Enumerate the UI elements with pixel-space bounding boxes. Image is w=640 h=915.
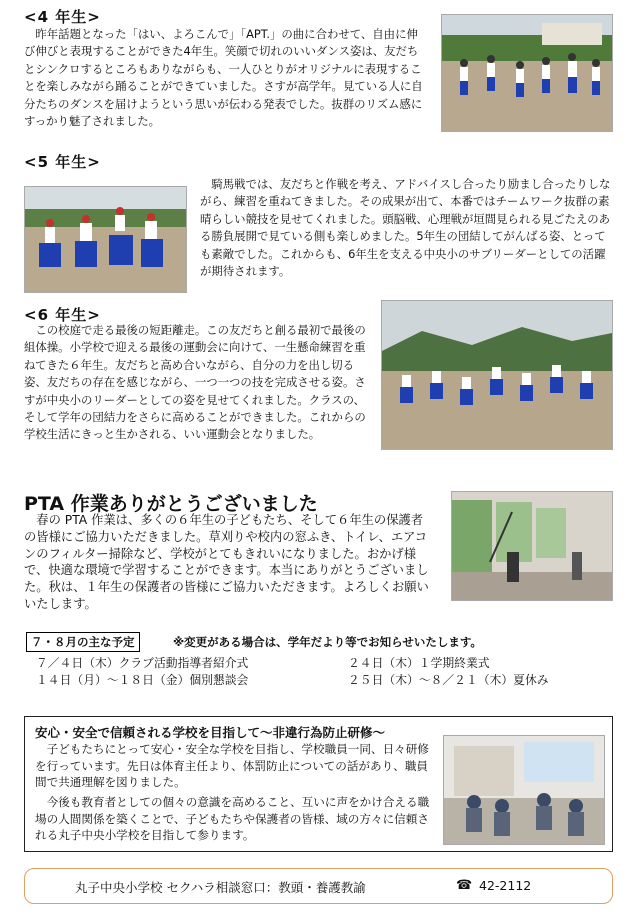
schedule-note: ※変更がある場合は、学年だより等でお知らせいたします。 <box>173 635 482 649</box>
training-title: 安心・安全で信頼される学校を目指して～非違行為防止研修～ <box>35 725 386 740</box>
schedule-item: ２５日（木）～８／２１（木）夏休み <box>348 673 549 687</box>
schedule-item: ７／４日（木）クラブ活動指導者紹介式 <box>36 656 249 670</box>
harassment-consultation-footer <box>24 868 613 904</box>
training-box <box>24 716 613 852</box>
grade5-heading: <5 年生> <box>24 153 101 171</box>
pta-title: PTA 作業ありがとうございました <box>24 493 318 515</box>
schedule-tag: ７・８月の主な予定 <box>26 632 140 652</box>
grade6-text: この校庭で走る最後の短距離走。この友だちと創る最初で最後の組体操。小学校で迎える最後の運動会に向けて、一生懸命練習を重ねてきた６年生。友だちと高め合いながら、自分の力を出し切る姿、友だちの存在を感じながら、一つ一つの技を完成させる姿。さすが中央小のリーダーとしての姿を見せてくれました。クラスの、そして学年の団結力をさらに高めることができました。これからの学校生活にきっと生かされる、いい運動会となりました。 <box>24 323 366 442</box>
grade6-gymnastics-photo <box>381 300 613 450</box>
grade5-cavalry-battle-photo <box>24 186 187 293</box>
training-text-1: 子どもたちにとって安心・安全な学校を目指し、学校職員一同、日々研修を行っています。先日は体育主任より、体罰防止についての話があり、職員間で共通理解を図りました。 <box>35 742 429 790</box>
footer-contact-text: 丸子中央小学校 セクハラ相談窓口：教頭・養護教諭 <box>75 880 366 895</box>
pta-text: 春の PTA 作業は、多くの６年生の子どもたち、そして６年生の保護者の皆様にご協力いただきました。草刈りや校内の窓ふき、トイレ、エアコンのフィルター掃除など、学校がとてもきれいになりました。おかげ様で、快適な環境で学習することができます。本当にありがとうございました。秋は、１年生の保護者の皆様にご協力いただきます。よろしくお願いいたします。 <box>24 513 429 611</box>
grade4-heading: <4 年生> <box>24 8 101 26</box>
grade5-text: 騎馬戦では、友だちと作戦を考え、アドバイスし合ったり励まし合ったりしながら、練習を重ねてきました。その成果が出て、本番ではチームワーク抜群の素晴らしい競技を見せてくれました。頭脳戦、心理戦が垣間見られる見ごたえのある勝負展開で見ている側も楽しめました。5年生の団結してがんばる姿、とっても素敵でした。これからも、6年生を支える中央小のサブリーダーとしての活躍が期待されます。 <box>200 177 611 279</box>
training-text-2: 今後も教育者としての個々の意識を高めること、互いに声をかけ合える職場の人間関係を築くことで、子どもたちや保護者の皆様、域の方々に信頼される丸子中央小学校を目指して参ります。 <box>35 795 430 843</box>
pta-window-cleaning-photo <box>451 491 613 601</box>
phone-icon: ☎ <box>456 878 473 893</box>
schedule-item: １４日（月）～１８日（金）個別懇談会 <box>36 673 249 687</box>
grade4-dance-photo <box>441 14 613 132</box>
staff-training-photo <box>443 735 605 845</box>
schedule-item: ２４日（木）１学期終業式 <box>348 656 490 670</box>
footer-phone-number: 42-2112 <box>479 878 532 893</box>
grade4-text: 昨年話題となった「はい、よろこんで」「APT.」の曲に合わせて、自由に伸び伸びと表現することができた4年生。笑顔で切れのいいダンス姿は、友だちとシンクロするところもありながらも、一人ひとりがオリジナルに表現することを楽しみながら踊ることができていました。さすが高学年。見ている人に自分たちのダンスを届けようという思いが伝わる発表でした。抜群のリズム感にすっかり魅了されました。 <box>24 27 423 129</box>
grade6-heading: <6 年生> <box>24 306 101 324</box>
